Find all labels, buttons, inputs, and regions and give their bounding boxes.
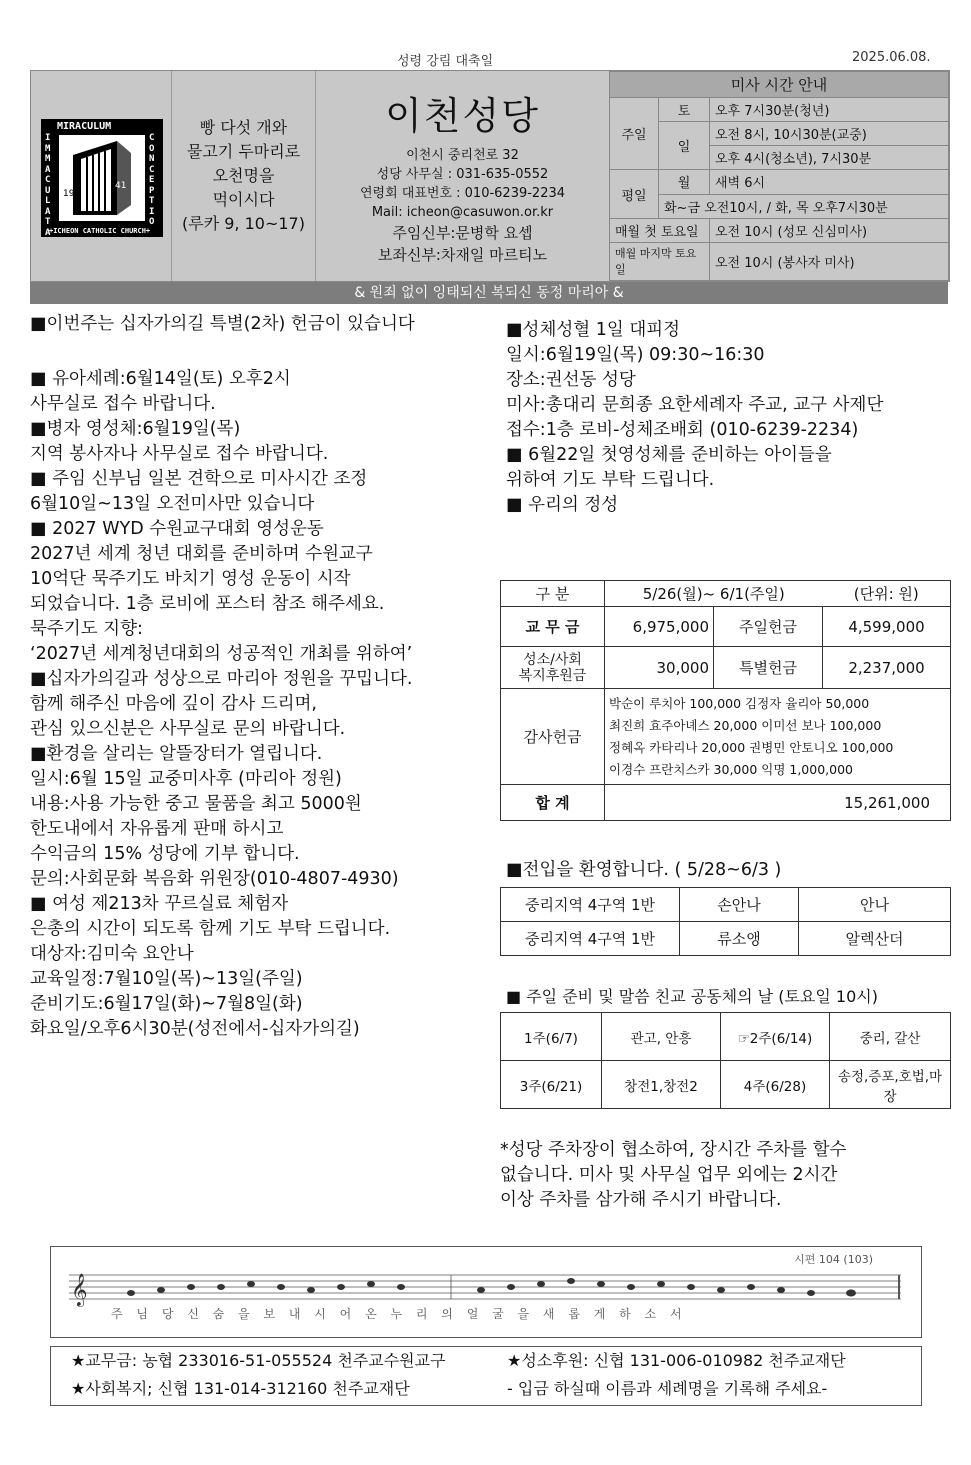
- right-column-top: [506, 318, 956, 518]
- tithe-account: ★교무금: 농협 233016-51-055524 천주교수원교구: [71, 1351, 446, 1370]
- offering-header-period: 5/26(월)~ 6/1(주일): [605, 581, 823, 607]
- logo-text-right: CONCEPTIO: [149, 133, 155, 227]
- mass-schedule-title: 미사 시간 안내: [610, 72, 949, 98]
- vocation-welfare-label: 성소/사회 복지후원금: [501, 647, 605, 689]
- notice-flea-market: ■환경을 살리는 알뜰장터가 열립니다. 일시:6월 15일 교중미사후 (마리아 정원) 내용:사용 가능한 중고 물품을 최고 5000원 한도내에서 자유롭게 판매 하시고 수익금의 15% 성당에 기부 합니다. 문의:사회문화 복음화 위원장(010-4807-4930): [30, 744, 399, 889]
- welcome-name-2: 류소앵: [680, 922, 799, 956]
- prep-group-1: 관고, 안흥: [602, 1013, 721, 1061]
- welcome-area-1: 중리지역 4구역 1반: [501, 888, 680, 922]
- church-address: 이천시 중리천로 32: [406, 148, 519, 163]
- prep-week-1: 1주(6/7): [501, 1013, 602, 1061]
- prep-table: [500, 1012, 951, 1109]
- office-phone: 성당 사무실 : 031-635-0552: [376, 167, 549, 182]
- deposit-note: - 입금 하실때 이름과 세례명을 기록해 주세요-: [507, 1379, 828, 1398]
- notice-infant-baptism: ■ 유아세례:6월14일(토) 오후2시 사무실로 접수 바랍니다.: [30, 369, 291, 414]
- bulletin-date: 2025.06.08.: [852, 50, 931, 65]
- welcome-title: ■전입을 환영합니다. ( 5/28~6/3 ): [506, 860, 782, 880]
- prep-title: ■ 주일 준비 및 말씀 친교 공동체의 날 (토요일 10시): [506, 987, 878, 1006]
- first-saturday-time: 오전 10시 (성모 신심미사): [710, 218, 949, 242]
- sunday-label: 주일: [610, 98, 659, 170]
- funeral-phone: 연령회 대표번호 : 010-6239-2234: [359, 186, 566, 201]
- tithe-amount: 6,975,000: [605, 607, 714, 647]
- feast-title: 성령 강림 대축일: [397, 54, 494, 69]
- welcome-baptismal-2: 알렉산더: [799, 922, 951, 956]
- parking-notice: [500, 1138, 960, 1213]
- gospel-verse: 빵 다섯 개와 물고기 두마리로 오천명을 먹이시다 (루카 9, 10~17): [172, 71, 316, 281]
- total-amount: 15,261,000: [605, 785, 951, 821]
- notice-retreat: ■성체성혈 1일 대피정 일시:6월19일(목) 09:30~16:30 장소:권선동 성당 미사:총대리 문희종 요한세례자 주교, 교구 사제단 접수:1층 로비-성체조배회 (010-6239-2234): [506, 320, 884, 440]
- sunday-time-2: 오후 4시(청소년), 7시30분: [710, 146, 949, 170]
- welcome-name-1: 손안나: [680, 888, 799, 922]
- sunday-collection-label: 주일헌금: [714, 607, 823, 647]
- notice-first-communion: ■ 6월22일 첫영성체를 준비하는 아이들을 위하여 기도 부탁 드립니다.: [506, 445, 832, 490]
- notice-cursillo: ■ 여성 제213차 꾸르실료 체험자 은총의 시간이 되도록 함께 기도 부탁 드립니다. 대상자:김미숙 요안나 교육일정:7월10일(목)~13일(주일) 준비기도:6월17일(화)~7월8일(화) 화요일/오후6시30분(성전에서-십자가의길): [30, 894, 391, 1039]
- notice-wyd-rosary: ■ 2027 WYD 수원교구대회 영성운동 2027년 세계 청년 대회를 준비하며 수원교구 10억단 묵주기도 바치기 영성 운동이 시작 되었습니다. 1층 로비에 포스터 참조 해주세요. 묵주기도 지향: ‘2027년 세계청년대회의 성공적인 개최를 위하여’: [30, 519, 413, 664]
- prep-group-2: 중리, 갈산: [830, 1013, 951, 1061]
- tithe-label: 교 무 금: [501, 607, 605, 647]
- notice-mary-garden: ■십자가의길과 성상으로 마리아 정원을 꾸밉니다. 함께 해주신 마음에 깊이 감사 드리며, 관심 있으신분은 사무실로 문의 바랍니다.: [30, 669, 413, 739]
- offering-title: ■ 우리의 정성: [506, 495, 619, 515]
- special-collection-amount: 2,237,000: [823, 647, 951, 689]
- bulletin-header: [30, 70, 950, 282]
- book-gate-icon: [59, 135, 145, 221]
- monday-time: 새벽 6시: [710, 170, 949, 194]
- church-name: 이천성당: [385, 94, 540, 138]
- psalm-reference: 시편 104 (103): [794, 1253, 873, 1266]
- logo-year-left: 19: [63, 189, 75, 199]
- welcome-baptismal-1: 안나: [799, 888, 951, 922]
- special-collection-label: 특별헌금: [714, 647, 823, 689]
- parking-notice-text: *성당 주차장이 협소하여, 장시간 주차를 할수 없습니다. 미사 및 사무실 업무 외에는 2시간 이상 주차를 삼가해 주시기 바랍니다.: [500, 1140, 847, 1210]
- vocation-account: ★성소후원: 신협 131-006-010982 천주교재단: [507, 1351, 846, 1370]
- welcome-table: [500, 887, 951, 956]
- logo-year-right: 41: [115, 181, 127, 191]
- logo-emblem: [59, 135, 145, 221]
- church-email[interactable]: Mail: icheon@casuwon.or.kr: [371, 205, 554, 220]
- last-saturday-time: 오전 10시 (봉사자 미사): [710, 242, 949, 280]
- offering-header-category: 구 분: [501, 581, 605, 607]
- bank-accounts: [50, 1346, 922, 1406]
- left-column: [30, 312, 492, 1042]
- tue-fri-time: 화~금 오전10시, / 화, 목 오후7시30분: [659, 194, 949, 218]
- notice-special-offering: ■이번주는 십자가의길 특별(2차) 헌금이 있습니다: [30, 314, 415, 334]
- last-saturday-label: 매월 마지막 토요일: [610, 242, 710, 280]
- saturday-time: 오후 7시30분(청년): [710, 98, 949, 122]
- weekday-label: 평일: [610, 170, 659, 218]
- sunday-time-1: 오전 8시, 10시30분(교중): [710, 122, 949, 146]
- prep-week-4: 4주(6/28): [721, 1061, 830, 1109]
- first-saturday-label: 매월 첫 토요일: [610, 218, 710, 242]
- notice-mass-change: ■ 주임 신부님 일본 견학으로 미사시간 조정 6월10일~13일 오전미사만 있습니다: [30, 469, 368, 514]
- prep-week-2: ☞2주(6/14): [721, 1013, 830, 1061]
- offering-header-unit: (단위: 원): [823, 581, 951, 607]
- church-info: [316, 71, 610, 281]
- offering-table: [500, 580, 951, 821]
- prep-group-4: 송정,증포,호법,마장: [830, 1061, 951, 1109]
- marian-banner: & 원죄 없이 잉태되신 복되신 동정 마리아 &: [30, 282, 948, 304]
- thanksgiving-label: 감사헌금: [501, 689, 605, 785]
- logo-text-top: MIRACULUM: [57, 121, 112, 132]
- notice-sick-communion: ■병자 영성체:6월19일(목) 지역 봉사자나 사무실로 접수 바랍니다.: [30, 419, 329, 464]
- sunday-collection-amount: 4,599,000: [823, 607, 951, 647]
- mass-schedule: [609, 71, 949, 281]
- prep-week-3: 3주(6/21): [501, 1061, 602, 1109]
- saturday-label: 토: [659, 98, 710, 122]
- logo-area: [31, 71, 172, 281]
- welfare-account: ★사회복지; 신협 131-014-312160 천주교재단: [71, 1379, 410, 1398]
- prep-group-3: 창전1,창전2: [602, 1061, 721, 1109]
- church-logo: [41, 119, 163, 237]
- thanksgiving-list: 박순이 루치아 100,000 김정자 율리아 50,000 최진희 효주아녜스 20,000 이미선 보나 100,000 정혜옥 카타리나 20,000 권병민 안토니오 100,000 이경수 프란치스카 30,000 익명 1,000,000: [605, 689, 951, 785]
- total-label: 합 계: [501, 785, 605, 821]
- psalm-lyrics: 주 님 당 신 숨 을 보 내 시 어 온 누 리 의 얼 굴 을 새 롭 게 하 소 서: [111, 1307, 687, 1321]
- assistant-priest-name: 보좌신부:차재일 마르티노: [377, 246, 548, 264]
- pastor-name: 주임신부:문병학 요셉: [392, 224, 533, 242]
- logo-text-left: IMMACULATA: [45, 133, 51, 238]
- logo-text-bottom: +ICHEON CATHOLIC CHURCH+: [49, 227, 151, 235]
- sunday-day-label: 일: [659, 122, 710, 170]
- vocation-welfare-amount: 30,000: [605, 647, 714, 689]
- svg-text:𝄞: 𝄞: [71, 1273, 88, 1306]
- welcome-area-2: 중리지역 4구역 1반: [501, 922, 680, 956]
- psalm-music: [50, 1246, 922, 1338]
- monday-label: 월: [659, 170, 710, 194]
